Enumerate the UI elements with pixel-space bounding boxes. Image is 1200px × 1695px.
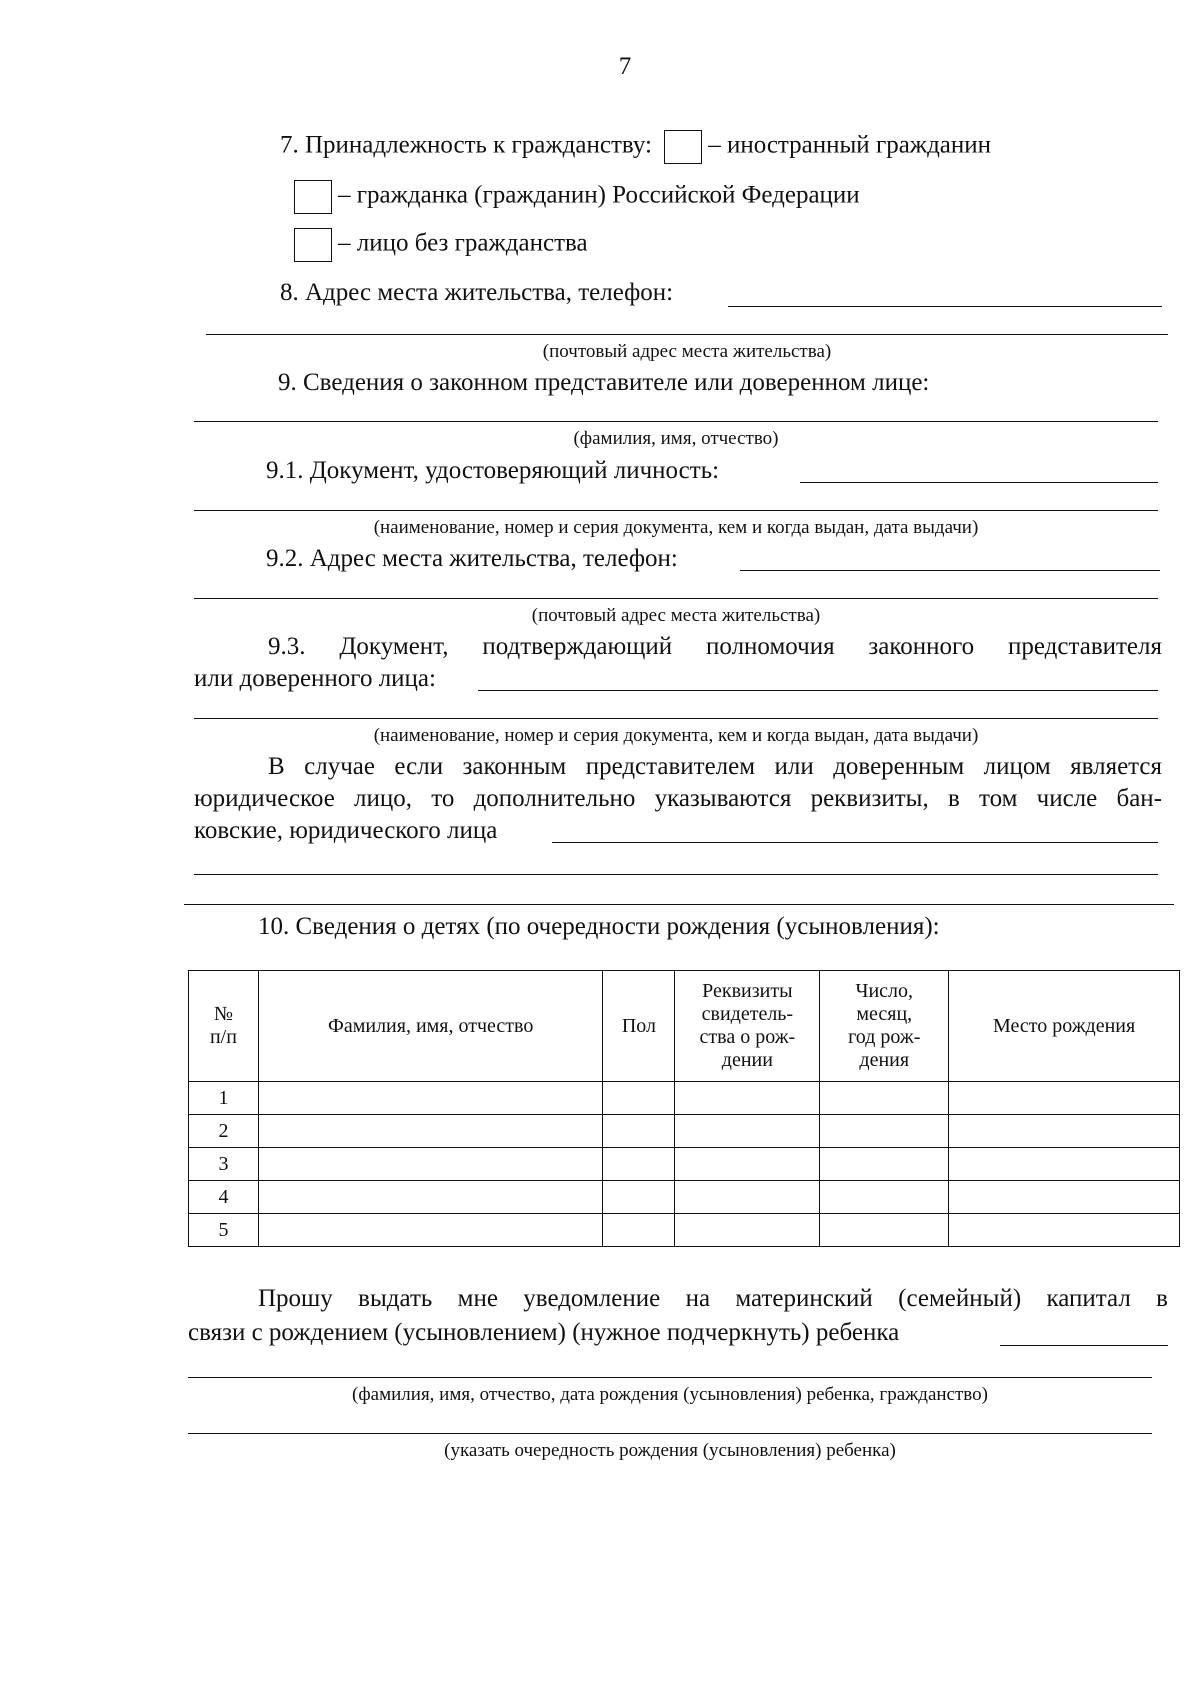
child-details-line[interactable]: [188, 1377, 1152, 1378]
representative-name-caption: (фамилия, имя, отчество): [573, 428, 779, 449]
cell-fullname[interactable]: [258, 1181, 603, 1214]
rep-address-caption: (почтовый адрес места жительства): [531, 605, 821, 626]
cell-birthplace[interactable]: [949, 1082, 1180, 1115]
id-document-line-2[interactable]: [194, 510, 1158, 511]
citizenship-none-row: [294, 228, 588, 262]
authority-doc-line2: или доверенного лица:: [194, 665, 436, 692]
cell-birthplace[interactable]: [949, 1115, 1180, 1148]
cell-certificate[interactable]: [675, 1214, 820, 1247]
cell-birthdate[interactable]: [820, 1082, 949, 1115]
cell-birthdate[interactable]: [820, 1181, 949, 1214]
cell-fullname[interactable]: [258, 1148, 603, 1181]
legal-entity-line3: ковские, юридического лица: [194, 817, 498, 844]
cell-fullname[interactable]: [258, 1115, 603, 1148]
legal-entity-line-3[interactable]: [184, 904, 1174, 905]
id-document-caption: (наименование, номер и серия документа, кем и когда выдан, дата выдачи): [373, 517, 979, 538]
authority-doc-line[interactable]: [478, 690, 1158, 691]
address-caption: (почтовый адрес места жительства): [542, 341, 832, 362]
cell-certificate[interactable]: [675, 1115, 820, 1148]
col-header-certificate: Реквизиты свидетель- ства о рож- дении: [675, 971, 820, 1082]
birth-order-caption: (указать очередность рождения (усыновления) ребенка): [444, 1440, 896, 1461]
authority-doc-line1: 9.3. Документ, подтверждающий полномочия законного представителя: [268, 633, 1162, 660]
address-input-line-2[interactable]: [206, 334, 1168, 335]
birth-order-line[interactable]: [188, 1433, 1152, 1434]
cell-birthplace[interactable]: [949, 1214, 1180, 1247]
request-line2: связи с рождением (усыновлением) (нужное подчеркнуть) ребенка: [188, 1319, 900, 1346]
cell-birthdate[interactable]: [820, 1115, 949, 1148]
row-number: 4: [189, 1181, 259, 1214]
page-number: 7: [618, 53, 632, 80]
cell-sex[interactable]: [603, 1082, 675, 1115]
citizenship-row: [280, 130, 991, 164]
col-header-fullname: Фамилия, имя, отчество: [258, 971, 603, 1082]
rep-address-line[interactable]: [740, 570, 1160, 571]
child-details-caption: (фамилия, имя, отчество, дата рождения (усыновления) ребенка, гражданство): [352, 1384, 988, 1405]
address-input-line[interactable]: [728, 306, 1162, 307]
cell-sex[interactable]: [603, 1214, 675, 1247]
option-rf-citizen: – гражданка (гражданин) Российской Федерации: [338, 181, 860, 209]
checkbox-stateless[interactable]: [294, 228, 332, 262]
authority-doc-line-2[interactable]: [194, 718, 1158, 719]
legal-entity-line-2[interactable]: [194, 874, 1158, 875]
row-number: 5: [189, 1214, 259, 1247]
id-document-label: 9.1. Документ, удостоверяющий личность:: [266, 457, 720, 484]
table-row: [189, 1181, 1180, 1214]
children-table: [188, 970, 1180, 1247]
legal-entity-line1: В случае если законным представителем или доверенным лицом является: [268, 753, 1162, 780]
table-header-row: [189, 971, 1180, 1082]
cell-birthdate[interactable]: [820, 1148, 949, 1181]
rep-address-label: 9.2. Адрес места жительства, телефон:: [266, 545, 678, 572]
table-row: [189, 1214, 1180, 1247]
table-row: [189, 1115, 1180, 1148]
cell-certificate[interactable]: [675, 1082, 820, 1115]
representative-name-line[interactable]: [194, 421, 1158, 422]
cell-fullname[interactable]: [258, 1082, 603, 1115]
row-number: 1: [189, 1082, 259, 1115]
cell-birthdate[interactable]: [820, 1214, 949, 1247]
authority-doc-caption: (наименование, номер и серия документа, кем и когда выдан, дата выдачи): [373, 725, 979, 746]
option-foreign-citizen: – иностранный гражданин: [708, 131, 992, 159]
table-row: [189, 1148, 1180, 1181]
option-stateless: – лицо без гражданства: [338, 229, 588, 257]
address-label: 8. Адрес места жительства, телефон:: [280, 279, 674, 306]
table-row: [189, 1082, 1180, 1115]
legal-entity-line[interactable]: [552, 842, 1158, 843]
request-line1: Прошу выдать мне уведомление на материнский (семейный) капитал в: [258, 1285, 1168, 1312]
cell-certificate[interactable]: [675, 1148, 820, 1181]
child-name-line[interactable]: [1000, 1345, 1168, 1346]
cell-sex[interactable]: [603, 1181, 675, 1214]
cell-sex[interactable]: [603, 1148, 675, 1181]
cell-certificate[interactable]: [675, 1181, 820, 1214]
col-header-number: № п/п: [189, 971, 259, 1082]
row-number: 3: [189, 1148, 259, 1181]
cell-fullname[interactable]: [258, 1214, 603, 1247]
citizenship-label: 7. Принадлежность к гражданству:: [280, 131, 652, 159]
representative-label: 9. Сведения о законном представителе или доверенном лице:: [278, 369, 930, 396]
cell-birthplace[interactable]: [949, 1148, 1180, 1181]
children-label: 10. Сведения о детях (по очередности рождения (усыновления):: [258, 913, 940, 940]
legal-entity-line2: юридическое лицо, то дополнительно указываются реквизиты, в том числе бан-: [194, 785, 1162, 812]
col-header-sex: Пол: [603, 971, 675, 1082]
checkbox-foreign-citizen[interactable]: [664, 130, 702, 164]
cell-birthplace[interactable]: [949, 1181, 1180, 1214]
row-number: 2: [189, 1115, 259, 1148]
citizenship-rf-row: [294, 180, 860, 214]
col-header-birthdate: Число, месяц, год рож- дения: [820, 971, 949, 1082]
col-header-birthplace: Место рождения: [949, 971, 1180, 1082]
checkbox-rf-citizen[interactable]: [294, 180, 332, 214]
rep-address-line-2[interactable]: [194, 598, 1158, 599]
cell-sex[interactable]: [603, 1115, 675, 1148]
id-document-line[interactable]: [800, 482, 1158, 483]
